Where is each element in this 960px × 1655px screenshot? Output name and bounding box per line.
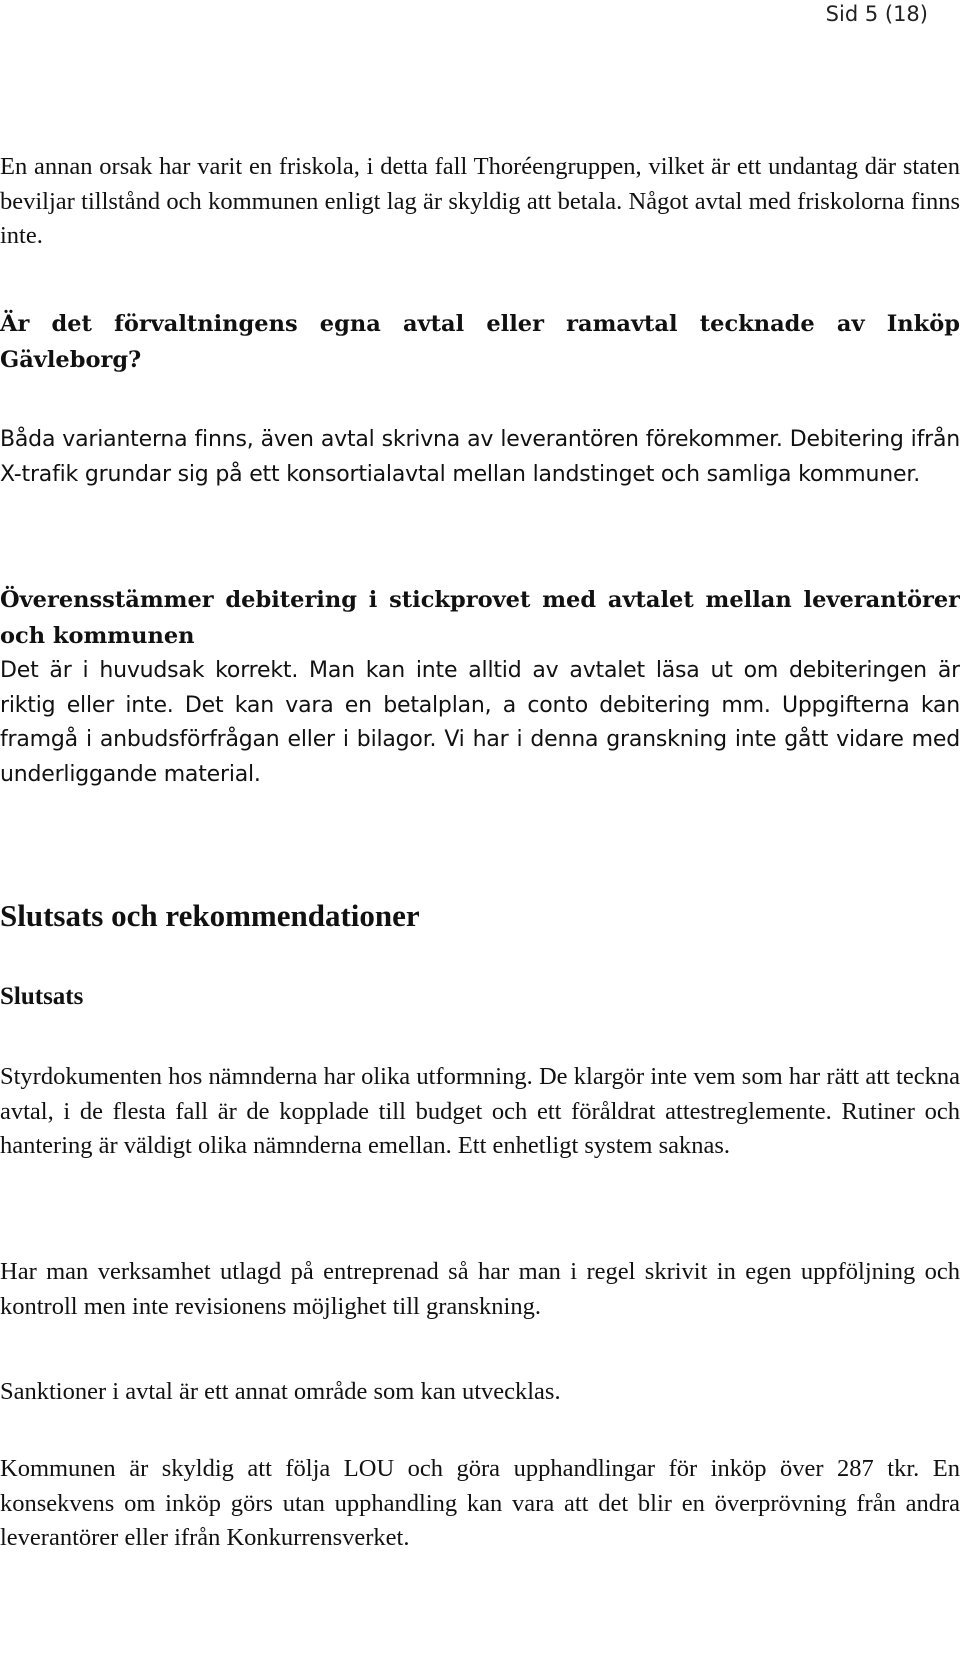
heading-slutsats-rekommendationer: Slutsats och rekommendationer (0, 898, 420, 933)
heading-slutsats: Slutsats (0, 983, 84, 1010)
paragraph-sanktioner: Sanktioner i avtal är ett annat område som kan utvecklas. (0, 1378, 561, 1405)
paragraph-det-ar: Det är i huvudsak korrekt. Man kan inte alltid av avtalet läsa ut om debiteringen är riktig eller inte. Det kan vara en betalplan, a conto debitering mm. Uppgifterna kan framgå i anbudsförfrågan eller i bilagor. Vi har i denna granskning inte gått vidare med underliggande material. (0, 658, 960, 787)
question-avtal: Är det förvaltningens egna avtal eller ramavtal tecknade av Inköp Gävleborg? (0, 311, 960, 373)
paragraph-styrdokumenten: Styrdokumenten hos nämnderna har olika utformning. De klargör inte vem som har rätt att teckna avtal, i de flesta fall är de kopplade till budget och ett föråldrat attestreglemente. Rutiner och hantering är väldigt olika nämnderna emellan. Ett enhetligt system saknas. (0, 1063, 960, 1159)
question-overensstammer: Överensstämmer debitering i stickprovet med avtalet mellan leverantörer och kommunen (0, 587, 960, 649)
page-number: Sid 5 (18) (825, 2, 928, 26)
paragraph-friskola: En annan orsak har varit en friskola, i detta fall Thoréengruppen, vilket är ett undantag där staten beviljar tillstånd och kommunen enligt lag är skyldig att betala. Något avtal med friskolorna finns inte. (0, 153, 960, 249)
paragraph-entreprenad: Har man verksamhet utlagd på entreprenad så har man i regel skrivit in egen uppföljning och kontroll men inte revisionens möjlighet till granskning. (0, 1258, 960, 1320)
paragraph-bada: Båda varianterna finns, även avtal skrivna av leverantören förekommer. Debitering ifrån X-trafik grundar sig på ett konsortialavtal mellan landstinget och samliga kommuner. (0, 427, 960, 487)
paragraph-lou: Kommunen är skyldig att följa LOU och göra upphandlingar för inköp över 287 tkr. En konsekvens om inköp görs utan upphandling kan vara att det blir en överprövning från andra leverantörer eller ifrån Konkurrensverket. (0, 1455, 960, 1551)
